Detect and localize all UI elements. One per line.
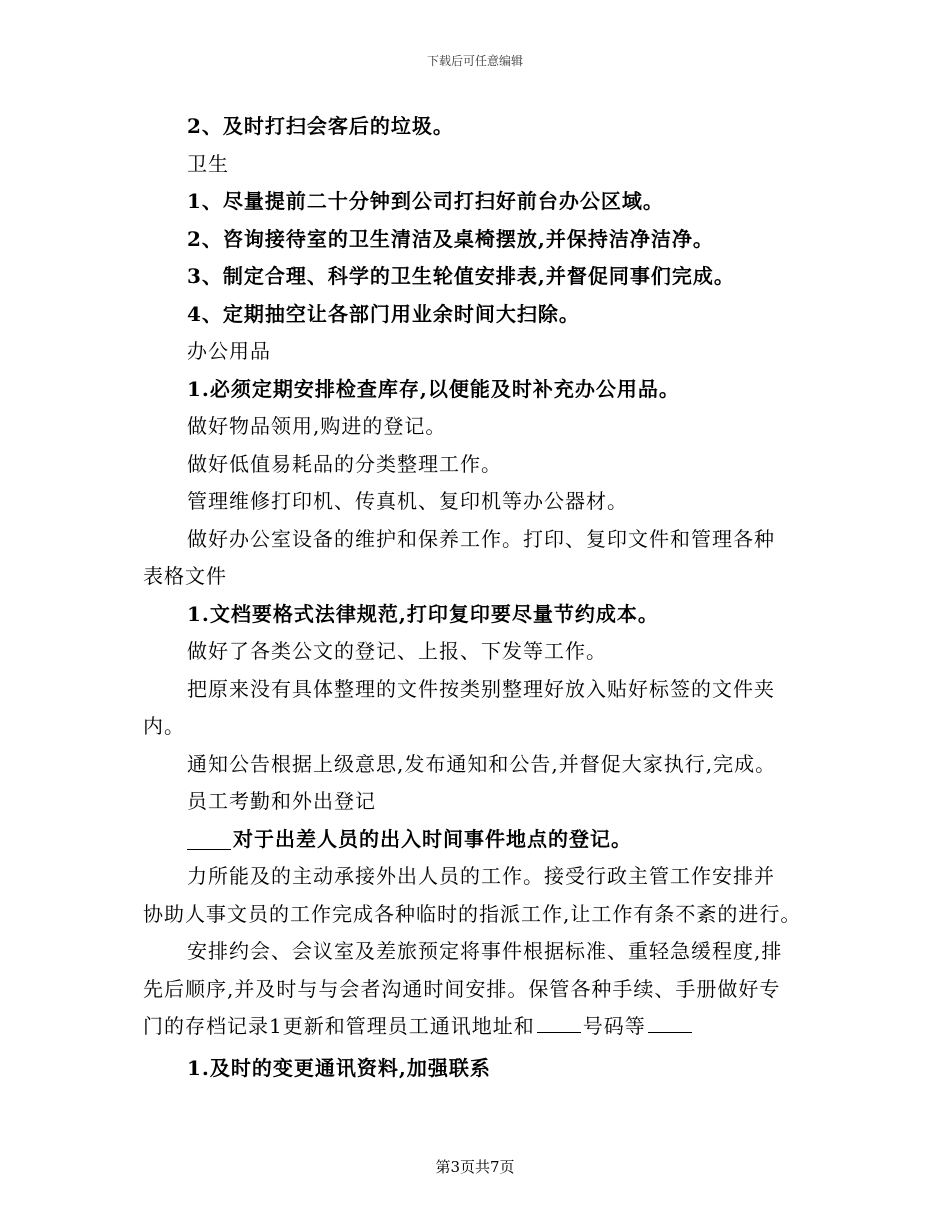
paragraph-group-2 <box>143 858 808 1008</box>
text-line: 力所能及的主动承接外出人员的工作。接受行政主管工作安排并 <box>187 864 775 888</box>
fill-in-blank <box>187 827 231 850</box>
text-line: 做好办公室设备的维护和保养工作。打印、复印文件和管理各种 <box>187 526 775 551</box>
text-line: 员工考勤和外出登记 <box>187 789 376 813</box>
text-line: 1.必须定期安排检查库存,以便能及时补充办公用品。 <box>187 376 680 401</box>
text-line: 办公用品 <box>187 339 271 363</box>
text-line: 把原来没有具体整理的文件按类别整理好放入贴好标签的文件夹 <box>187 676 775 701</box>
text-line: 1.文档要格式法律规范,打印复印要尽量节约成本。 <box>187 601 659 626</box>
text-line: 表格文件 <box>143 564 227 588</box>
paragraph-group-1 <box>143 108 808 821</box>
text-line: 协助人事文员的工作完成各种临时的指派工作,让工作有条不紊的进行。 <box>143 901 802 926</box>
text-line: 卫生 <box>187 151 229 176</box>
text-line: 3、制定合理、科学的卫生轮值安排表,并督促同事们完成。 <box>187 264 735 288</box>
text-line: 2、及时打扫会客后的垃圾。 <box>187 114 454 138</box>
text-line: 做好了各类公文的登记、上报、下发等工作。 <box>187 639 607 663</box>
fill-in-blank <box>537 1010 581 1033</box>
document-body <box>143 108 808 1087</box>
text-line: 先后顺序,并及时与与会者沟通时间安排。保管各种手续、手册做好专 <box>143 976 781 1001</box>
text-line: 2、咨询接待室的卫生清洁及桌椅摆放,并保持洁净洁净。 <box>187 226 714 251</box>
text-line: 做好低值易耗品的分类整理工作。 <box>187 451 502 476</box>
business-trip-text: 对于出差人员的出入时间事件地点的登记。 <box>233 826 632 851</box>
text-line: 做好物品领用,购进的登记。 <box>187 414 447 438</box>
archive-line <box>143 1008 808 1046</box>
archive-text-1: 门的存档记录1更新和管理员工通讯地址和 <box>143 1014 535 1038</box>
fill-in-blank <box>648 1010 692 1033</box>
contact-update-line: 1.及时的变更通讯资料,加强联系 <box>187 1055 491 1080</box>
text-line: 安排约会、会议室及差旅预定将事件根据标准、重轻急缓程度,排 <box>187 939 783 963</box>
text-line: 4、定期抽空让各部门用业余时间大扫除。 <box>187 301 580 326</box>
archive-text-2: 号码等 <box>582 1014 646 1038</box>
text-line: 通知公告根据上级意思,发布通知和公告,并督促大家执行,完成。 <box>187 751 777 776</box>
text-line: 内。 <box>143 714 185 738</box>
page-header: 下载后可任意编辑 <box>426 54 523 68</box>
business-trip-line <box>143 821 808 859</box>
text-line: 管理维修打印机、传真机、复印机等办公器材。 <box>187 489 628 513</box>
page-footer: 第3页共7页 <box>435 1158 515 1176</box>
text-line: 1、尽量提前二十分钟到公司打扫好前台办公区域。 <box>187 189 664 213</box>
